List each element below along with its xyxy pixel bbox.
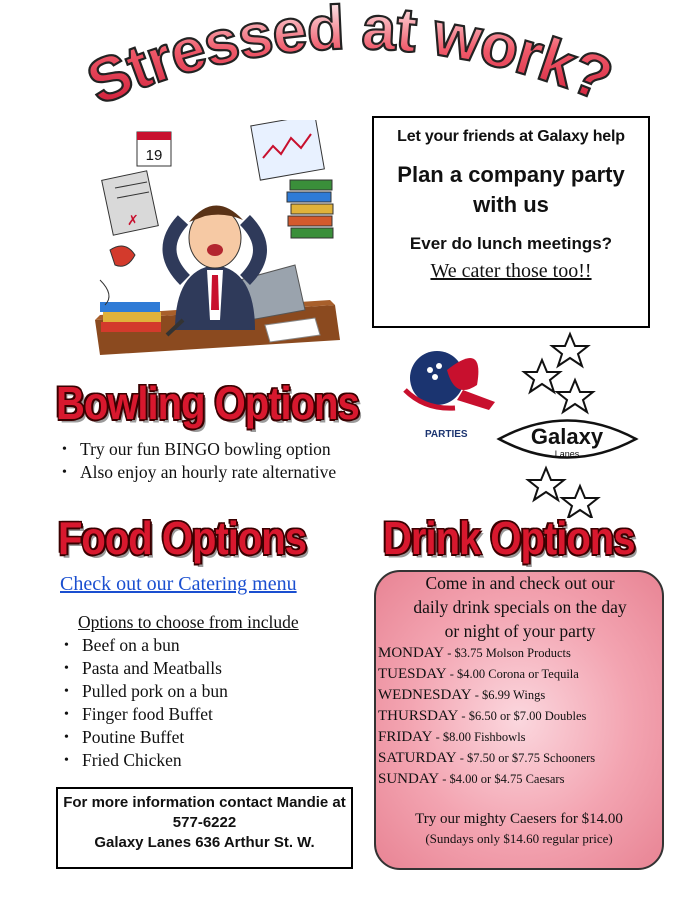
list-item: • Pulled pork on a bun [60, 680, 228, 703]
svg-text:19: 19 [145, 147, 163, 164]
contact-box [56, 787, 353, 869]
chart-paper-icon [251, 120, 325, 180]
day-name: THURSDAY [378, 708, 459, 724]
day-name: SATURDAY [378, 750, 457, 766]
day-special: - $4.00 or $4.75 Caesars [439, 772, 565, 786]
list-item: • Pasta and Meatballs [60, 657, 228, 680]
calendar-icon [137, 132, 171, 166]
food-options-subhead: Options to choose from include [78, 612, 299, 632]
drink-intro-line: daily drink specials on the day [413, 597, 627, 617]
drink-day-row [378, 706, 586, 726]
contact-line: For more information contact Mandie at [63, 794, 346, 811]
drink-intro-line: or night of your party [444, 621, 596, 641]
food-options-title: Food Options [58, 513, 306, 565]
drink-intro-line: Come in and check out our [425, 573, 615, 593]
star-icon [552, 334, 588, 366]
caesar-promo: Try our mighty Caesers for $14.00 [415, 811, 623, 827]
list-item: • Finger food Buffet [60, 703, 228, 726]
svg-text:Galaxy: Galaxy [530, 424, 604, 449]
day-name: WEDNESDAY [378, 687, 472, 703]
intro-line-lunch: Ever do lunch meetings? [409, 234, 613, 253]
star-icon [524, 360, 560, 392]
bowling-parties-logo [385, 330, 505, 445]
star-icon [528, 468, 564, 500]
clipboard-icon [102, 171, 159, 235]
intro-line-plan [374, 160, 648, 220]
day-name: TUESDAY [378, 666, 447, 682]
list-item: • Fried Chicken [60, 749, 228, 772]
contact-phone: 577-6222 [172, 814, 237, 831]
svg-text:Lanes: Lanes [554, 449, 580, 459]
day-special: - $7.50 or $7.75 Schooners [456, 751, 596, 765]
intro-box [372, 116, 650, 328]
svg-text:✗: ✗ [127, 212, 139, 228]
drink-options-title: Drink Options [383, 513, 635, 565]
drink-day-row [378, 748, 595, 768]
headline-text: Stressed at work? [77, 0, 621, 119]
svg-text:PARTIES: PARTIES [425, 429, 468, 440]
day-special: - $3.75 Molson Products [444, 646, 571, 660]
drink-day-row [378, 664, 579, 684]
bowling-options-list [58, 438, 336, 484]
day-name: SUNDAY [378, 771, 440, 787]
list-item: • Poutine Buffet [60, 726, 228, 749]
day-special: - $4.00 Corona or Tequila [446, 667, 579, 681]
drink-day-row [378, 727, 526, 747]
list-item: • Also enjoy an hourly rate alternative [58, 461, 336, 484]
intro-line-cater: We cater those too!! [430, 260, 592, 282]
telephone-icon [100, 246, 135, 305]
list-item: • Beef on a bun [60, 634, 228, 657]
galaxy-lanes-logo [495, 410, 640, 468]
contact-address: Galaxy Lanes 636 Arthur St. W. [94, 834, 315, 851]
day-name: MONDAY [378, 645, 445, 661]
intro-line-plan-a: Plan a company party [397, 162, 625, 187]
catering-menu-link[interactable]: Check out our Catering menu [60, 573, 297, 595]
day-special: - $6.50 or $7.00 Doubles [458, 709, 587, 723]
binders-icon [287, 180, 333, 238]
drink-day-row [378, 685, 545, 705]
intro-line-plan-b: with us [473, 192, 549, 217]
star-icon [557, 380, 593, 412]
food-options-list [60, 634, 228, 772]
bowling-options-title: Bowling Options [56, 378, 359, 430]
caesar-promo-note: (Sundays only $14.60 regular price) [425, 831, 613, 846]
drink-day-row [378, 643, 571, 663]
list-item: • Try our fun BINGO bowling option [58, 438, 336, 461]
drink-day-row [378, 769, 564, 789]
drink-intro [380, 571, 660, 643]
day-special: - $6.99 Wings [471, 688, 546, 702]
stressed-worker-illustration [55, 120, 355, 370]
svg-text:Stressed at work? [78, 0, 621, 119]
intro-line-help: Let your friends at Galaxy help [397, 128, 625, 145]
day-name: FRIDAY [378, 729, 433, 745]
day-special: - $8.00 Fishbowls [432, 730, 526, 744]
